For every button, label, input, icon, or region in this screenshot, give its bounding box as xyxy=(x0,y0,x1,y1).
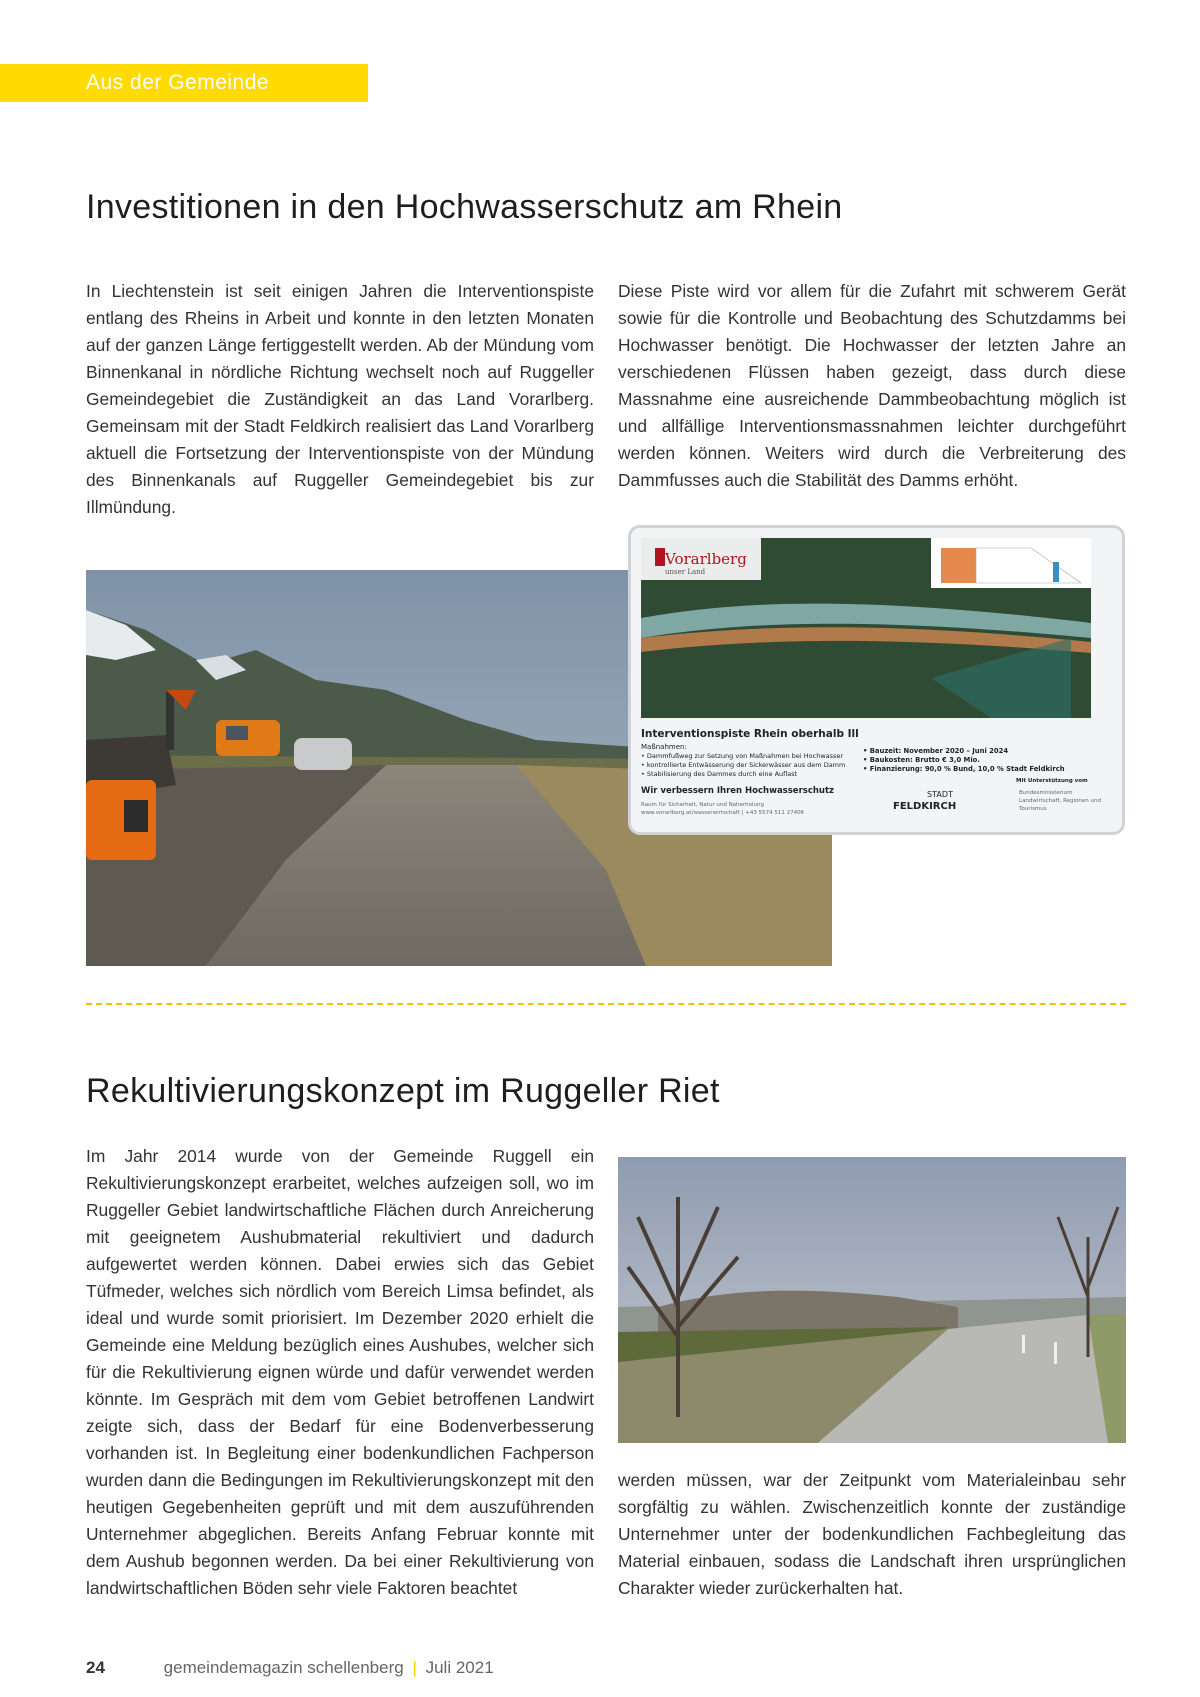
sign-measure-1: • Dammfußweg zur Setzung von Maßnahmen bei Hochwasser xyxy=(641,752,844,760)
sign-measures-label: Maßnahmen: xyxy=(641,743,687,751)
sign-fact-3: • Finanzierung: 90,0 % Bund, 10,0 % Stadt Feldkirch xyxy=(863,765,1065,773)
sign-slogan: Wir verbessern Ihren Hochwasserschutz xyxy=(641,786,834,796)
section-tab: Aus der Gemeinde xyxy=(0,64,368,102)
sign-fact-1: • Bauzeit: November 2020 – Juni 2024 xyxy=(863,747,1009,755)
sign-ministry: Bundesministerium Landwirtschaft, Regionen und Tourismus xyxy=(1019,790,1102,812)
sign-support-label: Mit Unterstützung vom xyxy=(1016,778,1088,784)
sign-logo-sub: unser Land xyxy=(665,568,706,576)
page-footer xyxy=(86,1658,494,1678)
sign-logo-text: Vorarlberg xyxy=(665,550,747,568)
sign-city: FELDKIRCH xyxy=(893,801,957,812)
magazine-name: gemeindemagazin schellenberg xyxy=(163,1658,404,1677)
sign-fact-2: • Baukosten: Brutto € 3,0 Mio. xyxy=(863,756,980,764)
sign-dept: Raum für Sicherheit, Natur und Naherholung xyxy=(641,802,764,808)
sign-logo xyxy=(665,550,747,576)
article-title-hochwasserschutz: Investitionen in den Hochwasserschutz am Rhein xyxy=(86,188,843,226)
page-number: 24 xyxy=(86,1658,105,1677)
recultivation-field-image xyxy=(618,1157,1126,1443)
article1-column-left: In Liechtenstein ist seit einigen Jahren die Interventionspiste entlang des Rheins in Arbeit und konnte in den letzten Monaten auf der ganzen Länge fertiggestellt werden. Ab der Mündung vom Binnenkanal in nördliche Richtung wechselt noch auf Ruggeller Gemeindegebiet die Zuständigkeit an das Land Vorarlberg. Gemeinsam mit der Stadt Feldkirch realisiert das Land Vorarlberg aktuell die Fortsetzung der Interventionspiste von der Mündung des Binnenkanals auf Ruggeller Gemeindegebiet bis zur Illmündung. xyxy=(86,281,594,517)
sign-measure-3: • Stabilisierung des Dammes durch eine Auflast xyxy=(641,770,798,778)
section-divider xyxy=(86,1003,1126,1005)
article2-column-left: Im Jahr 2014 wurde von der Gemeinde Ruggell ein Rekultivierungskonzept erarbeitet, welches aufzeigen soll, wo im Ruggeller Gebiet landwirtschaftliche Flächen durch Anreicherung mit geeignetem Aushubmaterial rekultiviert und dadurch aufgewertet werden können. Dabei erwies sich das Gebiet Tüfmeder, welches sich nördlich vom Bereich Limsa befindet, als ideal und wurde somit priorisiert. Im Dezember 2020 erhielt die Gemeinde eine Meldung bezüglich eines Aushubes, welcher sich für die Rekultivierung eignen würde und dafür verwendet werden könnte. Im Gespräch mit dem vom Gebiet betroffenen Landwirt zeigte sich, dass der Bedarf für eine Bodenverbesserung vorhanden ist. In Begleitung einer bodenkundlichen Fachperson wurden dann die Bedingungen im Rekultivierungskonzept mit den heutigen Gegebenheiten geprüft und mit dem auszuführenden Unternehmer abgeglichen. Bereits Anfang Februar konnte mit dem Aushub begonnen werden. Da bei einer Rekultivierung von landwirtschaftlichen Böden sehr viele Faktoren beachtet xyxy=(86,1146,594,1598)
article1-column-right: Diese Piste wird vor allem für die Zufahrt mit schwerem Gerät sowie für die Kontrolle und Beobachtung des Schutzdamms bei Hochwasser benötigt. Die Hochwasser der letzten Jahre an verschiedenen Flüssen haben gezeigt, dass durch diese Massnahme eine ausreichende Dammbeobachtung möglich ist und allfällige Interventionsmassnahmen leichter durchgeführt werden können. Weiters wird durch die Verbreiterung des Dammfusses auch die Stabilität des Damms erhöht. xyxy=(618,281,1126,490)
recultivation-field-photo xyxy=(618,1157,1126,1443)
information-sign-photo xyxy=(628,525,1125,835)
issue-date: Juli 2021 xyxy=(425,1658,494,1677)
sign-web: www.vorarlberg.at/wasserwirtschaft | +43 5574 511 27406 xyxy=(641,810,805,816)
sign-city-small: STADT xyxy=(927,790,953,799)
article2-column-right: werden müssen, war der Zeitpunkt vom Materialeinbau sehr sorgfältig zu wählen. Zwischenzeitlich konnte der zuständige Unternehmer unter der bodenkundlichen Fachbegleitung das Material einbauen, sodass die Landschaft ihren ursprünglichen Charakter wieder zurückerhalten hat. xyxy=(618,1470,1126,1598)
sign-heading: Interventionspiste Rhein oberhalb Ill xyxy=(641,728,859,740)
article-title-rekultivierung: Rekultivierungskonzept im Ruggeller Riet xyxy=(86,1072,720,1110)
sign-measure-2: • kontrollierte Entwässerung der Sickerwässer aus dem Damm xyxy=(641,761,846,769)
footer-separator: | xyxy=(412,1658,417,1677)
